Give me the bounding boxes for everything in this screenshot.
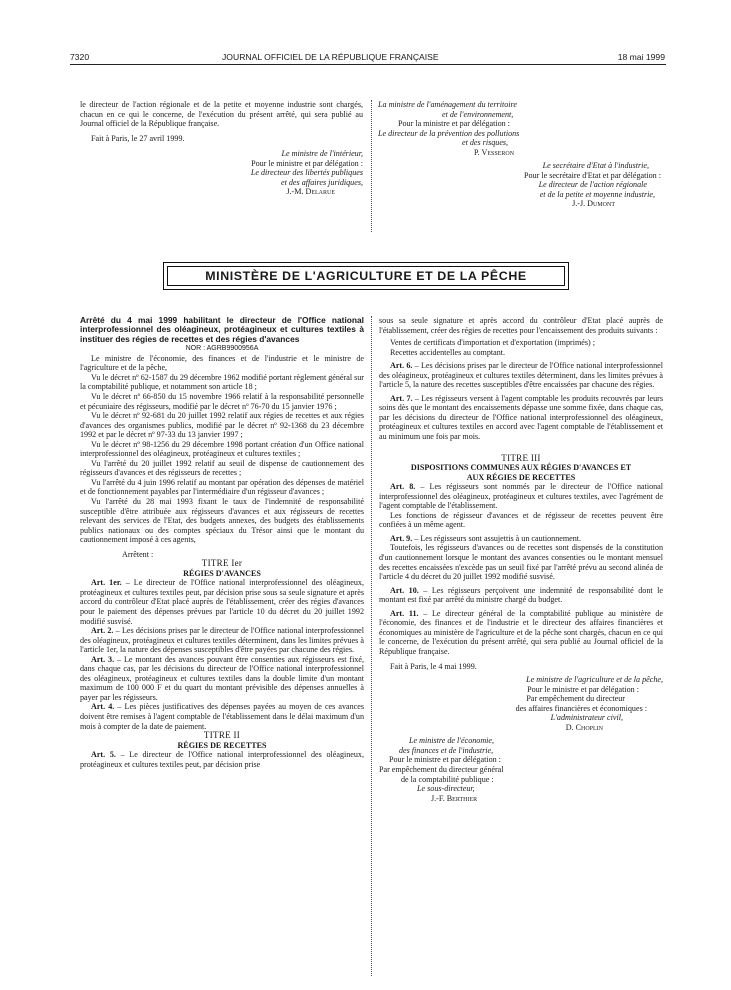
list-item: Ventes de certificats d'importation et d'exportation (imprimés) ; bbox=[390, 338, 595, 348]
article-text: – Le directeur général de la comptabilité publique au ministère de l'économie, des finances et de l'industrie et le directeur des affaires financières et économiques au ministère de l'agriculture et de la pêche sont chargés, chacun en ce qui le concerne, de l'exécution du présent arrêté, qui sera publié au Journal officiel de la République française. bbox=[379, 608, 663, 656]
sig-line: Le directeur de la prévention des pollutions bbox=[378, 128, 520, 138]
signatory-name: J.-F. Berthier bbox=[431, 793, 478, 803]
article-9-paragraph: Toutefois, les régisseurs d'avances ou de recettes sont dispensés de la constitution d'un cautionnement lorsque le montant des avances consenties ou le montant mensuel des recettes encaissées n'excède pas un seuil fixé par l'arrêté prévu au second alinéa de l'article 4 du décret du 20 juillet 1992 modifié susvisé. bbox=[379, 543, 663, 582]
signatory-name: P. Vesseron bbox=[474, 147, 515, 157]
signature-industrie bbox=[378, 161, 661, 209]
closing-paragraph: le directeur de l'action régionale et de la petite et moyenne industrie sont chargés, chacun en ce qui le concerne, de l'exécution du présent arrêté, qui sera publié au Journal officiel de la République française. bbox=[80, 100, 363, 129]
intro-paragraph: Le ministre de l'économie, des finances et de l'industrie et le ministre de l'agriculture et de la pêche, bbox=[80, 353, 364, 373]
visa: Vu le décret nº 92-681 du 20 juillet 1992 relatif aux régies de recettes et aux régies d'avances des organismes publics, modifié par le décret nº 92-1368 du 23 décembre 1992 et par le décret nº 97-33 du 13 janvier 1997 ; bbox=[80, 411, 364, 440]
sig-line: et de la petite et moyenne industrie, bbox=[539, 189, 655, 199]
article-label: Art. 4. bbox=[91, 702, 115, 712]
article-text: – Le montant des avances pouvant être consenties aux régisseurs est fixé, dans chaque cas, par les décisions du directeur de l'Office national interprofessionnel des oléagineux, protéagineux et cultures textiles dans la double limite d'un montant maximum de 100 000 F et du quart du montant prévisible des dépenses annuelles à payer par les régisseurs. bbox=[80, 654, 364, 702]
article-3 bbox=[80, 655, 364, 703]
sig-line: et des risques, bbox=[462, 138, 509, 148]
top-left-block bbox=[80, 100, 363, 197]
article-5 bbox=[80, 750, 364, 769]
sig-line: Le secrétaire d'Etat à l'industrie, bbox=[542, 161, 649, 171]
sig-line: Pour le ministre et par délégation : bbox=[527, 684, 639, 694]
sig-line: Par empêchement du directeur général bbox=[379, 764, 504, 774]
sig-line: des finances et de l'industrie, bbox=[399, 745, 494, 755]
top-right-block bbox=[378, 100, 661, 209]
article-text: – Les régisseurs sont assujettis à un cautionnement. bbox=[412, 533, 582, 543]
article-text: – Les régisseurs sont nommés par le directeur de l'Office national interprofessionnel des oléagineux, protéagineux et cultures textiles, avec l'agrément de l'agent comptable de l'établissement. bbox=[379, 482, 664, 511]
article-8-paragraph: Les fonctions de régisseur d'avances et de régisseur de recettes peuvent être confiées à un même agent. bbox=[379, 510, 663, 530]
list-item: Recettes accidentelles au comptant. bbox=[390, 347, 506, 357]
visa: Vu le décret nº 66-850 du 15 novembre 1966 relatif à la responsabilité personnelle et pécuniaire des régisseurs, modifié par le décret nº 76-70 du 15 janvier 1976 ; bbox=[80, 391, 364, 411]
article-text: – Le directeur de l'Office national interprofessionnel des oléagineux, protéagineux et cultures textiles peut, par décision prise sous sa seule signature et après accord du contrôleur d'Etat placé auprès de l'établissement, créer des régies d'avances pour le paiement des dépenses prévues par l'article 10 du décret du 20 juillet 1992 modifié susvisé. bbox=[80, 578, 364, 626]
article-text: – Le directeur de l'Office national interprofessionnel des oléagineux, protéagineux et cultures textiles peut, par décision prise bbox=[80, 750, 364, 769]
article-text: – Les régisseurs perçoivent une indemnité de responsabilité dont le montant est fixé par arrêté du ministre chargé du budget. bbox=[379, 585, 663, 605]
signature-agriculture bbox=[379, 675, 663, 732]
article-label: Art. 1er. bbox=[91, 578, 122, 588]
sig-line: et de l'environnement, bbox=[442, 109, 514, 119]
signature-economie bbox=[379, 736, 663, 803]
sig-line: Pour le ministre et par délégation : bbox=[251, 158, 363, 168]
issue-date: 18 mai 1999 bbox=[617, 52, 665, 62]
article-label: Art. 3. bbox=[91, 654, 115, 664]
article-2 bbox=[80, 626, 364, 655]
titre-heading: TITRE Ier bbox=[201, 558, 243, 569]
signature-interieur bbox=[80, 149, 363, 197]
article-label: Art. 10. bbox=[390, 585, 419, 595]
sig-line: L'administrateur civil, bbox=[550, 713, 623, 723]
visa: Vu l'arrêté du 4 juin 1996 relatif au montant par opération des dépenses de matériel et de fonctionnement payables par l'intermédiaire d'un régisseur d'avances ; bbox=[80, 477, 364, 497]
signatory-name: D. Choplin bbox=[565, 722, 603, 732]
arretent: Arrêtent : bbox=[122, 549, 154, 559]
signatory-name: J.-J. Dumont bbox=[572, 199, 615, 209]
ministry-banner bbox=[163, 262, 569, 290]
right-column bbox=[379, 316, 663, 803]
article-9 bbox=[379, 534, 663, 544]
fait-a-paris: Fait à Paris, le 4 mai 1999. bbox=[390, 661, 477, 671]
sig-line: Par empêchement du directeur bbox=[526, 694, 625, 704]
ministry-title: MINISTÈRE DE L'AGRICULTURE ET DE LA PÊCHE bbox=[205, 269, 527, 283]
nor-reference: NOR : AGRB9900956A bbox=[185, 345, 259, 353]
left-column bbox=[80, 316, 364, 769]
sig-line: Le directeur des libertés publiques bbox=[250, 168, 363, 178]
arrete-title: Arrêté du 4 mai 1999 habilitant le directeur de l'Office national interprofessionnel des oléagineux, protéagineux et cultures textiles à instituer des régies de recettes et des régies d'avances bbox=[80, 315, 364, 344]
article-1 bbox=[80, 578, 364, 626]
article-label: Art. 9. bbox=[390, 533, 413, 543]
sig-line: Le ministre de l'intérieur, bbox=[281, 149, 363, 159]
titre-subheading: DISPOSITIONS COMMUNES AUX RÉGIES D'AVANCES ET AUX RÉGIES DE RECETTES bbox=[410, 463, 632, 482]
article-label: Art. 7. bbox=[390, 393, 413, 403]
article-label: Art. 2. bbox=[91, 626, 114, 636]
sig-line: Pour le secrétaire d'Etat et par délégation : bbox=[524, 170, 661, 180]
column-divider-main bbox=[371, 316, 372, 976]
titre-heading: TITRE II bbox=[203, 730, 241, 741]
journal-title: JOURNAL OFFICIEL DE LA RÉPUBLIQUE FRANÇAISE bbox=[222, 52, 439, 62]
article-7 bbox=[379, 394, 663, 442]
fait-a-paris: Fait à Paris, le 27 avril 1999. bbox=[91, 133, 185, 143]
article-label: Art. 11. bbox=[390, 608, 419, 618]
sig-line: et des affaires juridiques, bbox=[281, 177, 363, 187]
sig-line: des affaires financières et économiques : bbox=[515, 703, 647, 713]
sig-line: La ministre de l'aménagement du territoire bbox=[378, 100, 517, 109]
article-label: Art. 6. bbox=[390, 361, 413, 371]
visa: Vu le décret nº 62-1587 du 29 décembre 1962 modifié portant règlement général sur la comptabilité publique, et notamment son article 18 ; bbox=[80, 372, 364, 392]
visa: Vu le décret nº 98-1256 du 29 décembre 1998 portant création d'un Office national interprofessionnel des oléagineux, protéagineux et cultures textiles ; bbox=[80, 439, 364, 459]
sig-line: Le ministre de l'économie, bbox=[409, 736, 495, 746]
article-6 bbox=[379, 361, 663, 390]
titre-heading: TITRE III bbox=[501, 452, 541, 463]
visa: Vu l'arrêté du 20 juillet 1992 relatif au seuil de dispense de cautionnement des régisseurs d'avances et des régisseurs de recettes ; bbox=[80, 458, 364, 478]
sig-line: Le sous-directeur, bbox=[417, 784, 475, 794]
article-11 bbox=[379, 609, 663, 657]
sig-line: Le ministre de l'agriculture et de la pêche, bbox=[526, 675, 663, 685]
article-text: – Les décisions prises par le directeur de l'Office national interprofessionnel des oléagineux, protéagineux et cultures textiles déterminent, dans les limites prévues à l'article 5, la nature des recettes susceptibles d'être encaissées par chacune des régies. bbox=[379, 361, 663, 390]
sig-line: Pour la ministre et par délégation : bbox=[398, 119, 510, 129]
article-8 bbox=[379, 482, 663, 511]
page-number: 7320 bbox=[70, 52, 90, 62]
article-10 bbox=[379, 586, 663, 605]
signatory-name: J.-M. Delarue bbox=[286, 187, 335, 197]
article-label: Art. 5. bbox=[91, 750, 116, 760]
sig-line: Pour le ministre et par délégation : bbox=[389, 755, 501, 765]
sig-line: de la comptabilité publique : bbox=[401, 774, 494, 784]
header-rule bbox=[70, 64, 666, 65]
titre-subheading: RÉGIES D'AVANCES bbox=[183, 568, 261, 578]
column-divider-top bbox=[371, 100, 372, 232]
article-text: – Les régisseurs versent à l'agent comptable les produits recouvrés par leurs soins dès que le montant des encaissements dépasse une somme fixée, dans chaque cas, par les décisions du directeur de l'Office national interprofessionnel des oléagineux, protéagineux et cultures textiles en accord avec l'agent comptable de l'établissement et au minimum une fois par mois. bbox=[379, 393, 663, 442]
visa: Vu l'arrêté du 28 mai 1993 fixant le taux de l'indemnité de responsabilité susceptible d'être attribuée aux régisseurs d'avances et aux régisseurs de recettes relevant des services de l'Etat, des budgets annexes, des budgets des établissements publics nationaux ou des comptes spéciaux du Trésor ainsi que le montant du cautionnement imposé à ces agents, bbox=[80, 496, 364, 545]
article-5-continued: sous sa seule signature et après accord du contrôleur d'Etat placé auprès de l'établissement, créer des régies de recettes pour l'encaissement des produits suivants : bbox=[379, 316, 663, 335]
article-label: Art. 8. bbox=[390, 482, 416, 492]
titre-subheading: RÉGIES DE RECETTES bbox=[177, 740, 267, 750]
article-4 bbox=[80, 702, 364, 731]
article-text: – Les pièces justificatives des dépenses payées au moyen de ces avances doivent être remises à l'agent comptable de l'établissement dans le délai maximum d'un mois à compter de la date de paiement. bbox=[80, 702, 364, 731]
article-text: – Les décisions prises par le directeur de l'Office national interprofessionnel des oléagineux, protéagineux et cultures textiles déterminent, dans les limites prévues à l'article 1er, la nature des dépenses susceptibles d'être payées par chacune des régies. bbox=[80, 626, 364, 655]
sig-line: Le directeur de l'action régionale bbox=[538, 180, 647, 190]
